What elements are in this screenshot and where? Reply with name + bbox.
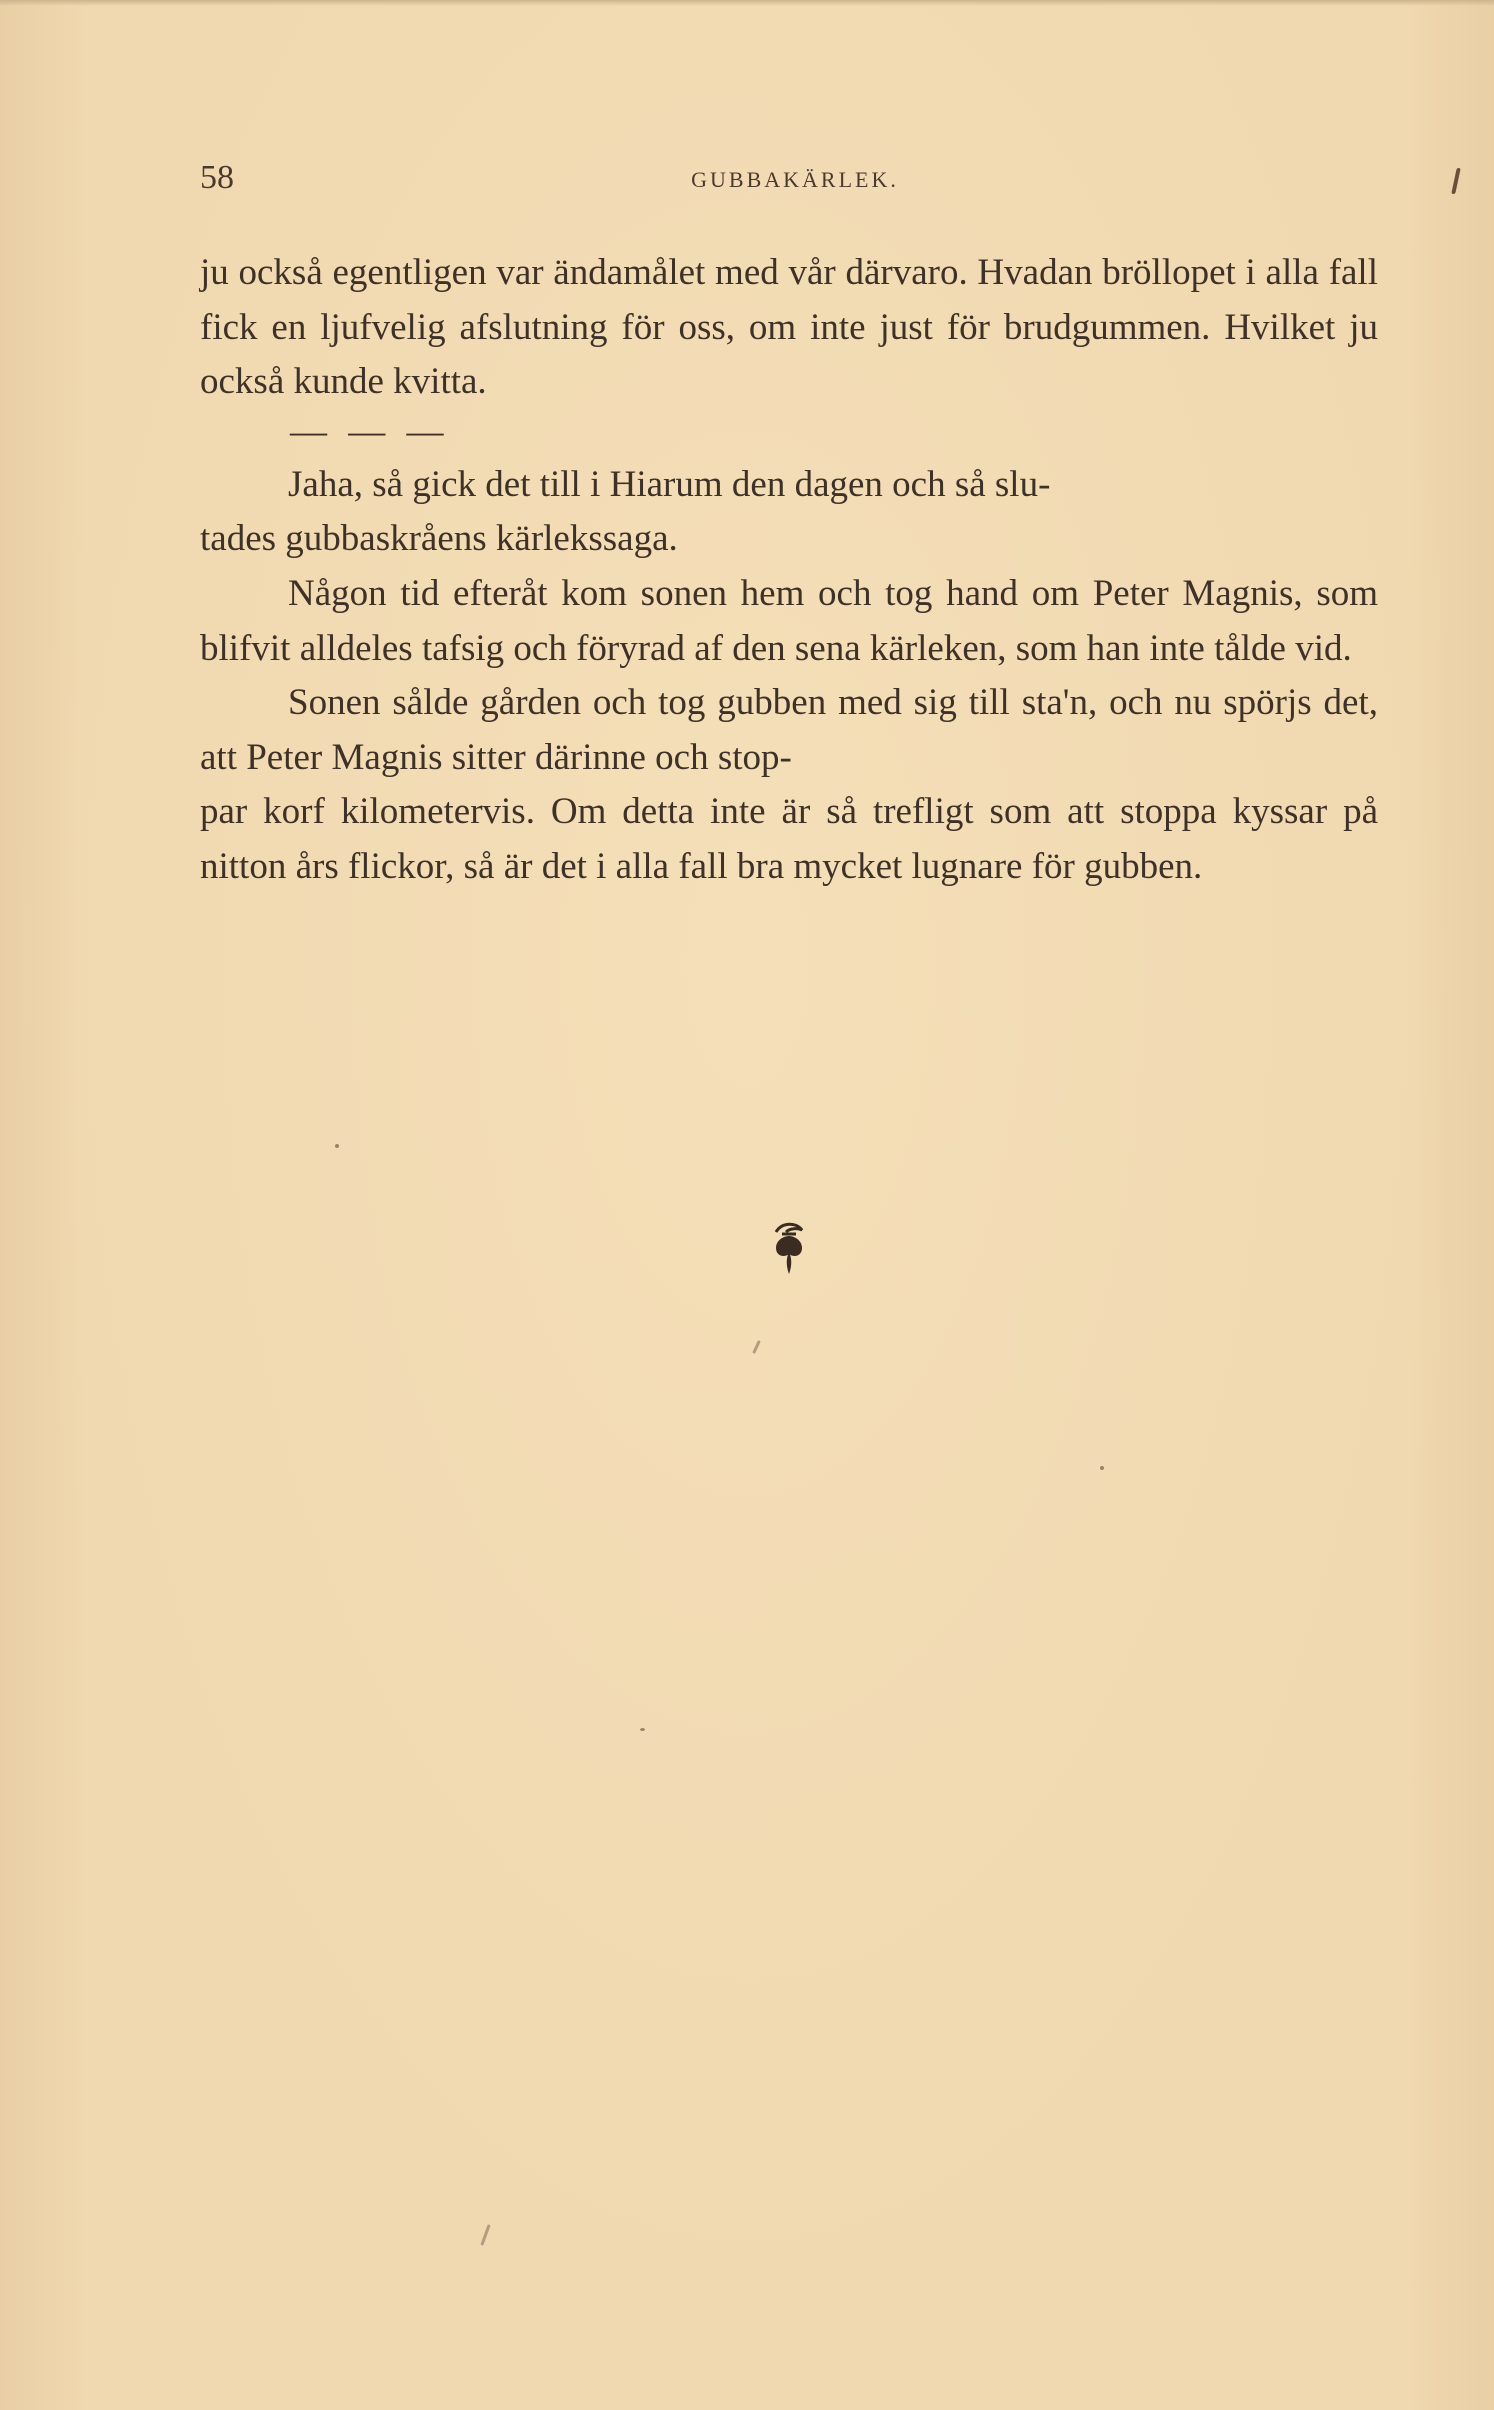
text-line: Jaha, så gick det till i Hiarum den dagen och så slu-	[288, 463, 1051, 505]
text-line: och nu spörjs det, att Peter Magnis sitter därinne och stop-	[200, 682, 1378, 778]
margin-mark	[1451, 168, 1461, 194]
paragraph-2	[200, 458, 1378, 567]
body-text	[200, 246, 1378, 895]
page-top-edge	[0, 0, 1494, 6]
paragraph-4	[200, 676, 1378, 894]
text-line: tades gubbaskråens kärlekssaga.	[200, 518, 678, 560]
text-line: inte just för brudgummen. Hvilket ju också kunde kvitta.	[200, 306, 1379, 403]
paper-speck	[335, 1144, 339, 1148]
text-line: Någon tid efteråt kom sonen hem och tog hand om	[288, 572, 1079, 614]
text-line: par korf kilometervis. Om detta inte är så trefligt som att	[200, 791, 1105, 833]
text-line: Peter Magnis, som blifvit alldeles tafsig och föryrad af den	[200, 572, 1378, 669]
running-title: GUBBAKÄRLEK.	[691, 167, 899, 192]
page-number: 58	[200, 159, 234, 196]
paper-speck	[480, 2224, 490, 2246]
text-line: sena kärleken, som han inte tålde vid.	[794, 627, 1352, 669]
text-line: Sonen sålde gården och tog gubben med sig till sta'n,	[288, 682, 1098, 724]
paragraph-1	[200, 246, 1378, 410]
text-line: mycket lugnare för gubben.	[793, 845, 1203, 887]
paper-speck	[640, 1728, 645, 1731]
paper-speck	[752, 1340, 761, 1354]
paragraph-3	[200, 567, 1378, 676]
running-head	[200, 156, 1390, 200]
text-line: ju också egentligen var ändamålet med vår därvaro. Hvadan	[200, 252, 1093, 293]
text-line: stoppa kyssar på nitton års flickor, så är det i alla fall bra	[200, 791, 1378, 887]
text-line: bröllopet i alla fall fick en ljufvelig afslutning för oss, om	[200, 252, 1378, 348]
paper-speck	[1100, 1466, 1104, 1470]
vine-leaf-fleuron-icon	[762, 1218, 816, 1278]
section-separator: — — —	[290, 410, 450, 452]
